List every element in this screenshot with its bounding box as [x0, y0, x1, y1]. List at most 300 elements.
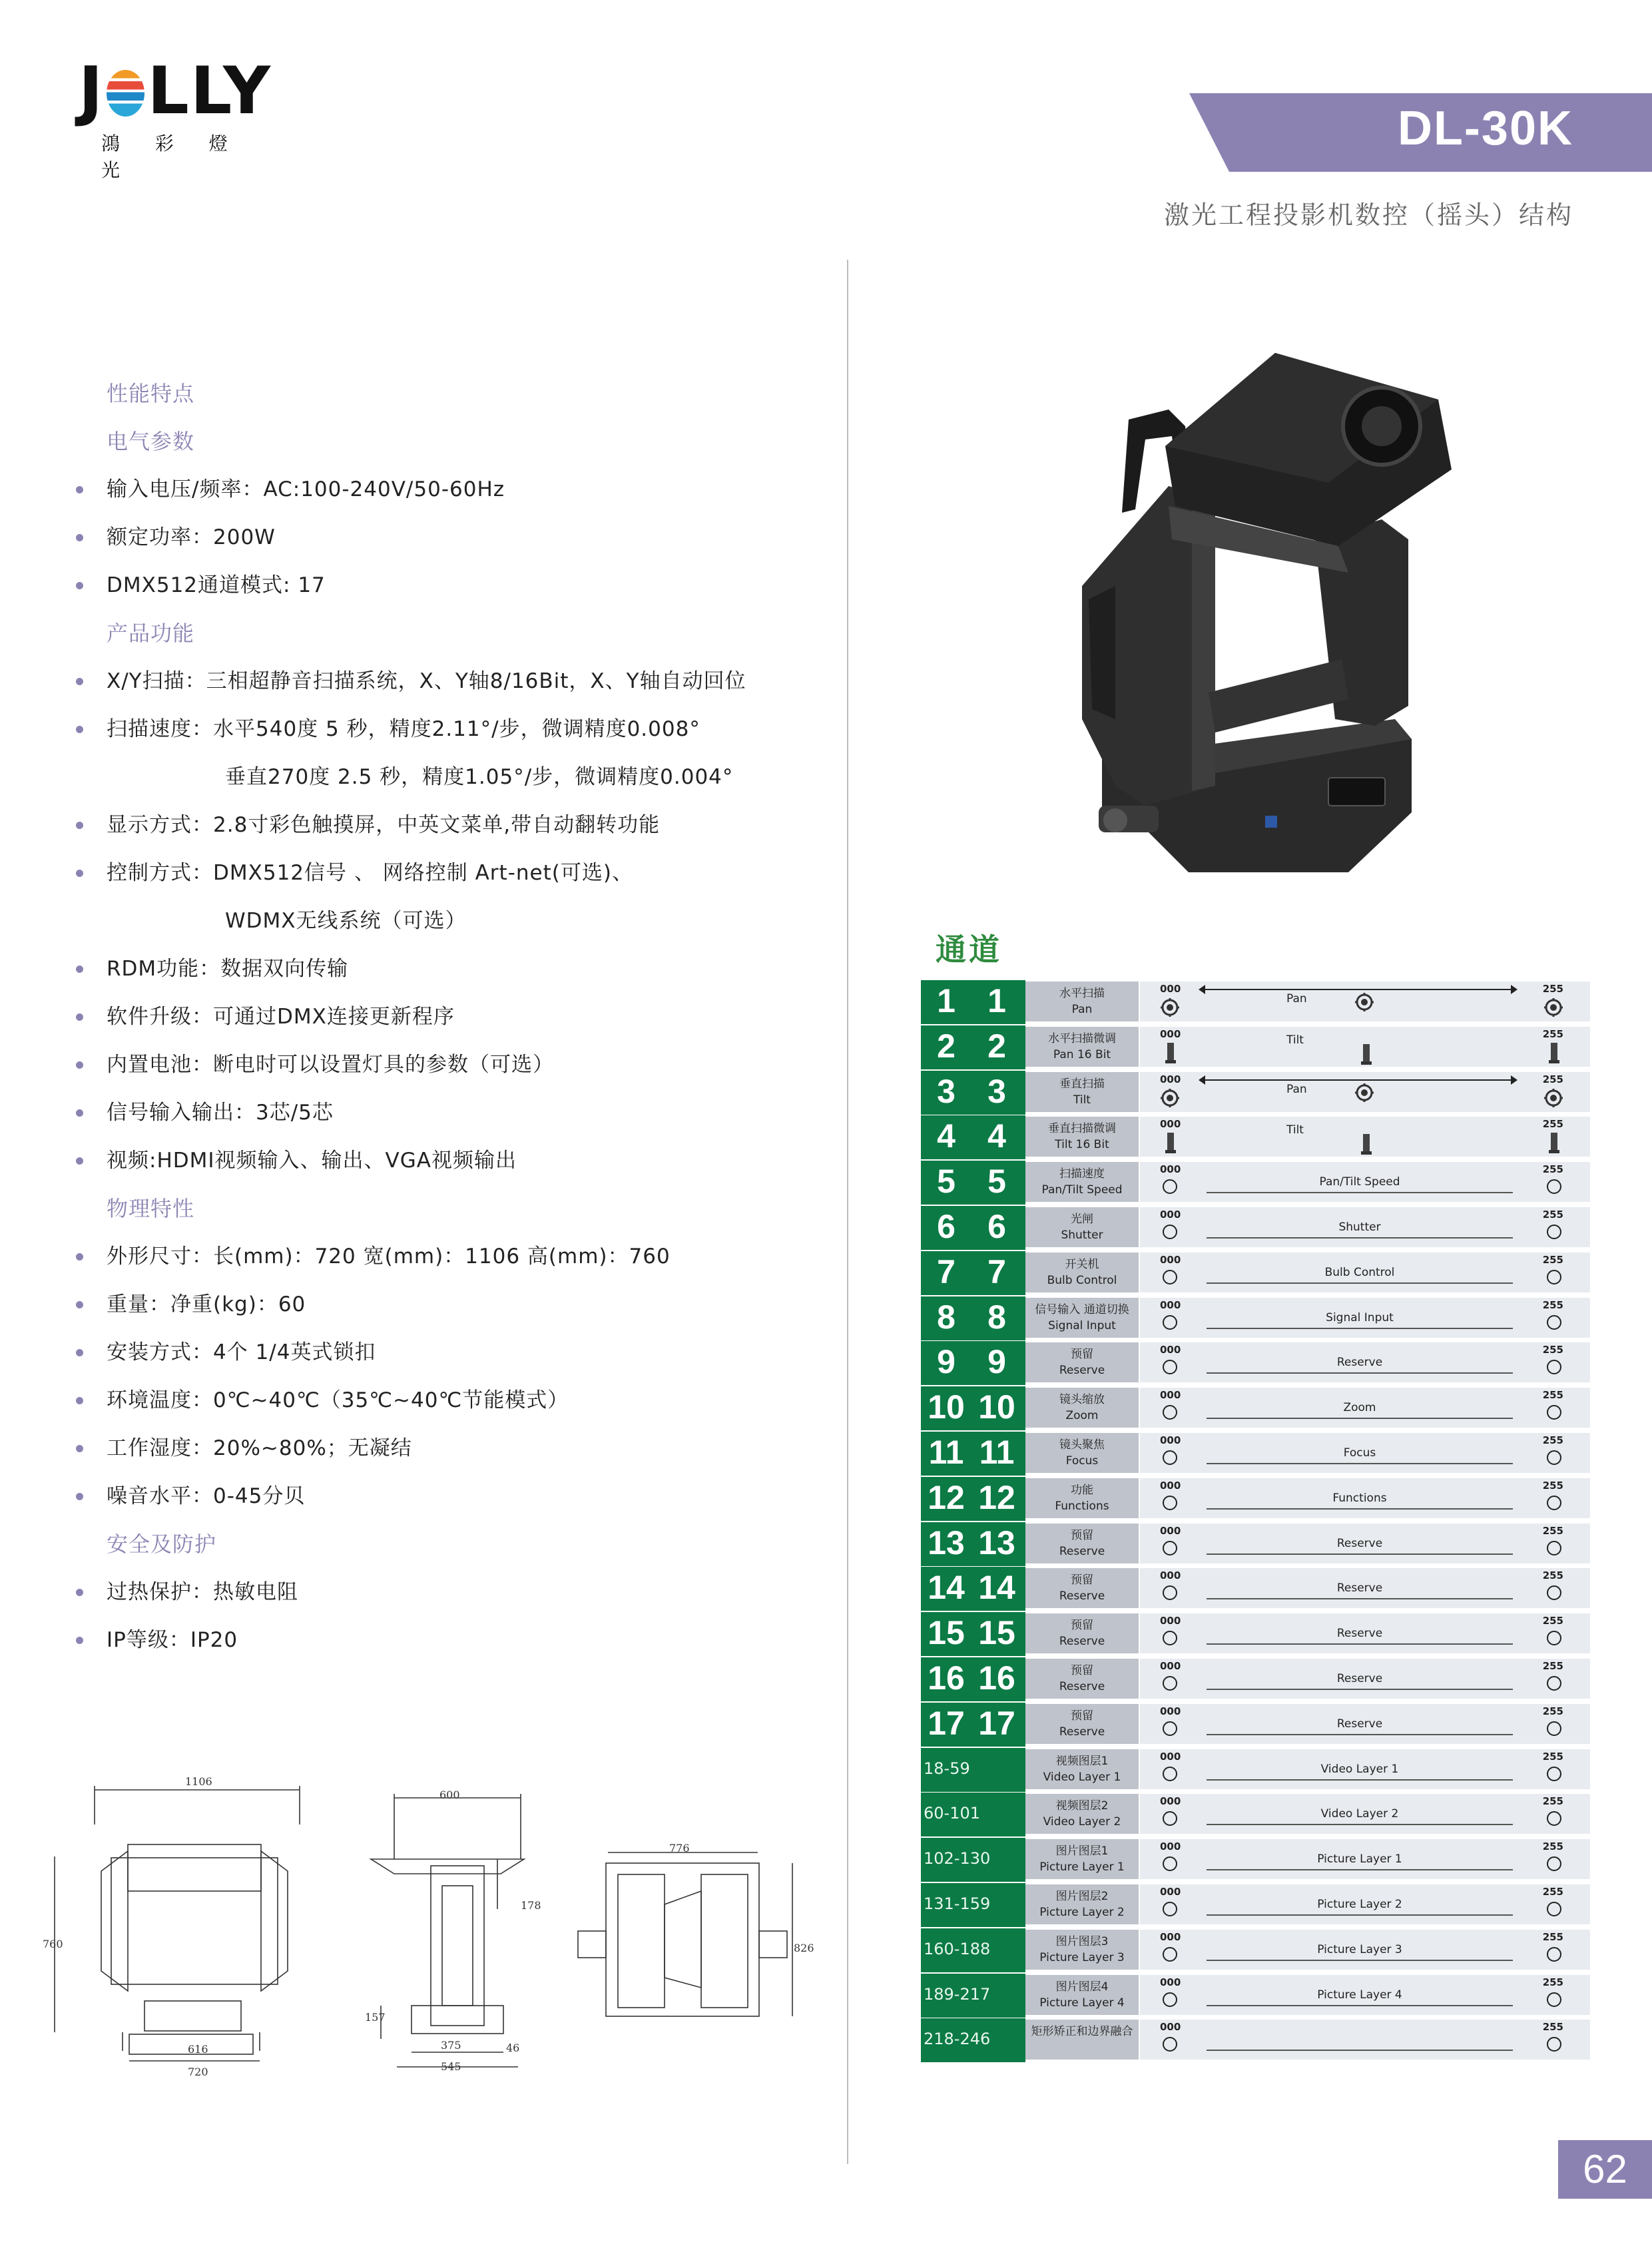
range-end-circle [1547, 1270, 1561, 1284]
function-en: Tilt 16 Bit [1055, 1138, 1109, 1152]
channel-number [921, 1071, 1025, 1115]
dmx-min-value: 000 [1160, 1118, 1181, 1131]
tilt-icon [1360, 1133, 1373, 1155]
product-subtitle: 激光工程投影机数控（摇头）结构 [1163, 200, 1573, 230]
range-label: Reserve [1336, 1717, 1383, 1731]
channel-row [921, 1206, 1590, 1247]
channel-range: 160-188 [924, 1939, 991, 1958]
range-end-circle [1547, 2037, 1561, 2052]
range-end-circle [1547, 1992, 1561, 2007]
function-en: Tilt [1073, 1093, 1091, 1107]
channel-number [921, 1206, 1025, 1250]
range-bar [1207, 1237, 1513, 1239]
dmx-min-value: 000 [1160, 1163, 1181, 1176]
range-bar [1207, 1824, 1513, 1825]
channel-function [1025, 1794, 1139, 1834]
dmx-min-value: 000 [1160, 1840, 1181, 1853]
spec-item: 垂直270度 2.5 秒，精度1.05°/步，微调精度0.004° [225, 765, 734, 789]
channel-function [1025, 1930, 1139, 1970]
range-label: Reserve [1336, 1581, 1383, 1595]
channel-function [1025, 1162, 1139, 1202]
channel-function [1025, 1388, 1139, 1428]
pan-end-icon [1542, 1087, 1565, 1111]
range-bar [1207, 1282, 1513, 1284]
top-width-label: 776 [669, 1842, 690, 1854]
channel-number [921, 1341, 1025, 1385]
dmx-range [1140, 1433, 1590, 1473]
channel-row [921, 1567, 1590, 1608]
channel-number-a: 10 [928, 1388, 965, 1426]
dmx-min-value: 000 [1160, 1660, 1181, 1672]
channel-number [921, 1115, 1025, 1159]
spec-item: IP等级：IP20 [75, 1616, 827, 1664]
range-label: Picture Layer 4 [1317, 1988, 1402, 2002]
function-cn: 预留 [1071, 1619, 1093, 1633]
front-height-label: 760 [43, 1938, 63, 1950]
side-depth-label-545: 545 [441, 2060, 461, 2073]
channel-number-a: 6 [937, 1208, 956, 1245]
dmx-min-value: 000 [1160, 1027, 1181, 1040]
channel-row [921, 1703, 1590, 1744]
channel-number [921, 1251, 1025, 1295]
front-width-label: 1106 [185, 1775, 212, 1788]
dmx-max-value: 255 [1542, 1795, 1563, 1808]
channel-row [921, 1161, 1590, 1202]
range-end-circle [1547, 1767, 1561, 1781]
range-start-circle [1163, 1179, 1177, 1194]
range-end-circle [1547, 1947, 1561, 1962]
channel-row [921, 1341, 1590, 1382]
channel-function [1025, 1478, 1139, 1518]
channel-number-a: 8 [937, 1298, 956, 1336]
tilt-end-icon [1547, 1041, 1561, 1065]
channel-number-a: 5 [937, 1163, 956, 1201]
function-cn: 信号输入 通道切换 [1035, 1302, 1129, 1316]
dmx-range [1140, 1207, 1590, 1247]
channel-row [921, 1522, 1590, 1563]
range-label: Reserve [1336, 1536, 1383, 1550]
dmx-min-value: 000 [1160, 1524, 1181, 1537]
channel-function [1025, 1659, 1139, 1699]
spec-item: 噪音水平：0-45分贝 [75, 1472, 827, 1520]
channel-number [921, 980, 1025, 1024]
spec-item: 过热保护：热敏电阻 [75, 1568, 827, 1616]
channel-function [1025, 1433, 1139, 1473]
spec-section-heading: 产品功能 [107, 621, 195, 646]
channel-row [921, 2018, 1590, 2060]
range-arrow [1200, 989, 1516, 990]
channel-number-a: 9 [937, 1343, 956, 1381]
channel-number-a: 2 [937, 1027, 956, 1065]
channel-function [1025, 1342, 1139, 1382]
function-en: Pan/Tilt Speed [1041, 1183, 1123, 1197]
dmx-min-value: 000 [1160, 1569, 1181, 1582]
dmx-range [1140, 1884, 1590, 1924]
range-start-circle [1163, 1496, 1177, 1510]
pan-icon [1353, 1081, 1376, 1104]
channel-number-a: 4 [937, 1117, 956, 1155]
channel-number-b: 1 [987, 982, 1006, 1019]
channel-number [921, 1974, 1025, 2018]
range-end-circle [1547, 1225, 1561, 1239]
dmx-range [1140, 1794, 1590, 1834]
dmx-range [1140, 1027, 1590, 1067]
channel-table [921, 980, 1590, 2064]
dmx-max-value: 255 [1542, 983, 1563, 995]
spec-section-heading: 电气参数 [107, 429, 195, 454]
function-cn: 视频图层1 [1055, 1754, 1109, 1768]
range-bar [1207, 1463, 1513, 1464]
spec-item: 安装方式：4个 1/4英式锁扣 [75, 1328, 827, 1376]
range-bar [1207, 1418, 1513, 1419]
function-en: Focus [1065, 1454, 1099, 1468]
channel-number [921, 1477, 1025, 1521]
spec-list [75, 370, 827, 1664]
channel-number [921, 1161, 1025, 1205]
range-start-circle [1163, 1270, 1177, 1284]
range-bar [1207, 1192, 1513, 1193]
front-view-drawing [48, 1771, 308, 2084]
channel-function [1025, 1027, 1139, 1067]
range-label: Functions [1332, 1491, 1387, 1505]
spec-item: 输入电压/频率：AC:100-240V/50-60Hz [75, 465, 827, 513]
channel-number-a: 3 [937, 1072, 956, 1110]
dmx-max-value: 255 [1542, 1209, 1563, 1221]
function-cn: 功能 [1071, 1483, 1093, 1497]
range-end-circle [1547, 1450, 1561, 1465]
channel-number-b: 5 [987, 1163, 1006, 1201]
dmx-max-value: 255 [1542, 1389, 1563, 1402]
channel-number-b: 7 [987, 1253, 1006, 1290]
dmx-range [1140, 1342, 1590, 1382]
function-en: Picture Layer 1 [1039, 1860, 1125, 1874]
channel-function [1025, 1253, 1139, 1292]
top-depth-label: 826 [794, 1942, 814, 1954]
function-en: Functions [1055, 1499, 1109, 1513]
range-start-circle [1163, 1225, 1177, 1239]
range-start-circle [1163, 1450, 1177, 1465]
dmx-min-value: 000 [1160, 1886, 1181, 1898]
side-width-label: 600 [439, 1789, 460, 1801]
dmx-min-value: 000 [1160, 1209, 1181, 1221]
range-start-circle [1163, 1856, 1177, 1871]
channel-range: 102-130 [924, 1849, 991, 1868]
dmx-max-value: 255 [1542, 1298, 1563, 1311]
range-start-circle [1163, 1360, 1177, 1374]
channel-function [1025, 1524, 1139, 1563]
tilt-icon [1360, 1043, 1373, 1065]
spec-item: 外形尺寸：长(mm)：720 宽(mm)：1106 高(mm)：760 [75, 1233, 827, 1280]
range-label: Video Layer 2 [1320, 1807, 1399, 1821]
dmx-range [1140, 1388, 1590, 1428]
logo-letter-j: J [79, 53, 105, 129]
function-cn: 预留 [1071, 1664, 1093, 1677]
channel-number [921, 1386, 1025, 1430]
dmx-max-value: 255 [1542, 1073, 1563, 1085]
product-photo [1035, 346, 1475, 872]
function-cn: 图片图层2 [1055, 1890, 1109, 1903]
function-cn: 矩形矫正和边界融合 [1031, 2025, 1133, 2039]
tilt-start-icon [1164, 1041, 1177, 1065]
channel-number-b: 10 [978, 1388, 1015, 1426]
range-start-circle [1163, 1585, 1177, 1600]
range-label: Focus [1343, 1446, 1376, 1460]
channel-function [1025, 1613, 1139, 1653]
dmx-max-value: 255 [1542, 1615, 1563, 1627]
channel-row [921, 1838, 1590, 1879]
function-en: Shutter [1061, 1229, 1103, 1242]
channel-number-b: 8 [987, 1298, 1006, 1336]
range-end-circle [1547, 1721, 1561, 1736]
channel-number-b: 17 [978, 1704, 1015, 1742]
dmx-max-value: 255 [1542, 1750, 1563, 1763]
channel-function [1025, 1207, 1139, 1247]
channel-range: 218-246 [924, 2030, 991, 2049]
channel-function [1025, 1117, 1139, 1157]
function-cn: 预留 [1071, 1709, 1093, 1723]
dmx-min-value: 000 [1160, 1298, 1181, 1311]
function-en: Reserve [1059, 1680, 1105, 1693]
channel-number [921, 1025, 1025, 1069]
channel-number-b: 11 [979, 1434, 1015, 1471]
function-en: Reserve [1059, 1544, 1105, 1558]
logo-letters-lly: LLY [147, 53, 272, 129]
channel-function [1025, 1884, 1139, 1924]
range-start-circle [1163, 1992, 1177, 2007]
channel-row [921, 1748, 1590, 1789]
dmx-range [1140, 1613, 1590, 1653]
range-bar [1207, 1914, 1513, 1916]
function-cn: 预留 [1071, 1528, 1093, 1542]
channel-function [1025, 1072, 1139, 1112]
front-depth-label-720: 720 [188, 2066, 208, 2078]
range-label: Picture Layer 1 [1317, 1852, 1402, 1866]
channel-number-a: 16 [928, 1659, 965, 1697]
function-cn: 图片图层3 [1055, 1934, 1109, 1948]
spec-item: 内置电池：断电时可以设置灯具的参数（可选） [75, 1041, 827, 1089]
range-end-circle [1547, 1902, 1561, 1916]
dmx-min-value: 000 [1160, 1750, 1181, 1763]
range-label: Video Layer 1 [1320, 1762, 1399, 1776]
channel-number-b: 9 [987, 1343, 1006, 1381]
channel-number [921, 1793, 1025, 1836]
function-cn: 预留 [1071, 1573, 1093, 1587]
channel-number-b: 12 [978, 1478, 1015, 1516]
dmx-max-value: 255 [1542, 1976, 1563, 1988]
side-foot-label: 46 [506, 2042, 520, 2054]
spec-item: 扫描速度：水平540度 5 秒，精度2.11°/步，微调精度0.008° [75, 705, 827, 753]
function-en: Video Layer 2 [1043, 1815, 1121, 1829]
channel-row [921, 1251, 1590, 1292]
dmx-range [1140, 1253, 1590, 1292]
range-end-circle [1547, 1856, 1561, 1871]
range-bar [1207, 2050, 1513, 2051]
channel-table-title: 通道 [936, 932, 1002, 968]
channel-number [921, 1567, 1025, 1611]
dmx-max-value: 255 [1542, 1479, 1563, 1492]
page-number: 62 [1558, 2140, 1652, 2199]
range-label: Reserve [1336, 1672, 1383, 1685]
logo-subtitle: 鴻 彩 燈 光 [101, 133, 242, 181]
pan-icon [1353, 991, 1376, 1013]
dmx-range [1140, 1478, 1590, 1518]
channel-row [921, 1883, 1590, 1924]
dmx-min-value: 000 [1160, 2021, 1181, 2034]
range-bar [1207, 1779, 1513, 1781]
function-cn: 垂直扫描微调 [1048, 1122, 1116, 1136]
range-end-circle [1547, 1179, 1561, 1194]
side-base-height-label: 157 [365, 2011, 386, 2024]
dmx-range [1140, 1749, 1590, 1789]
dmx-range [1140, 981, 1590, 1021]
channel-number-a: 1 [937, 982, 956, 1019]
dmx-range [1140, 1072, 1590, 1112]
range-label: Picture Layer 2 [1317, 1898, 1402, 1911]
column-divider [847, 260, 848, 2164]
dmx-range [1140, 1117, 1590, 1157]
function-cn: 水平扫描 [1059, 987, 1105, 1000]
channel-range: 189-217 [924, 1984, 991, 2004]
range-bar [1207, 1598, 1513, 1599]
channel-row [921, 1974, 1590, 2015]
channel-number [921, 1296, 1025, 1340]
range-start-circle [1163, 1676, 1177, 1691]
channel-row [921, 1928, 1590, 1970]
channel-row [921, 1612, 1590, 1653]
top-view-drawing [571, 1844, 798, 2038]
channel-row [921, 1793, 1590, 1834]
range-end-circle [1547, 1631, 1561, 1645]
range-label: Pan [1286, 1082, 1307, 1096]
dmx-max-value: 255 [1542, 1886, 1563, 1898]
logo-wordmark [79, 53, 272, 129]
channel-row [921, 1477, 1590, 1518]
range-label: Pan/Tilt Speed [1319, 1175, 1400, 1189]
dmx-min-value: 000 [1160, 1073, 1181, 1085]
dmx-min-value: 000 [1160, 1976, 1181, 1988]
dmx-min-value: 000 [1160, 1389, 1181, 1402]
function-en: Reserve [1059, 1589, 1105, 1603]
range-end-circle [1547, 1811, 1561, 1826]
range-label: Shutter [1338, 1221, 1381, 1234]
channel-row [921, 1296, 1590, 1338]
range-start-circle [1163, 1315, 1177, 1330]
channel-function [1025, 1568, 1139, 1608]
dmx-max-value: 255 [1542, 1840, 1563, 1853]
dmx-min-value: 000 [1160, 1479, 1181, 1492]
side-depth-label-375: 375 [441, 2039, 461, 2052]
spec-section-heading: 安全及防护 [107, 1532, 217, 1557]
function-cn: 图片图层4 [1055, 1980, 1109, 1994]
dmx-range [1140, 1930, 1590, 1970]
dmx-min-value: 000 [1160, 1615, 1181, 1627]
function-cn: 镜头聚焦 [1059, 1438, 1105, 1452]
spec-item: WDMX无线系统（可选） [225, 909, 467, 933]
spec-item: 软件升级：可通过DMX连接更新程序 [75, 993, 827, 1041]
function-cn: 光闸 [1071, 1213, 1093, 1226]
range-end-circle [1547, 1315, 1561, 1330]
tilt-end-icon [1547, 1131, 1561, 1155]
side-view-drawing [368, 1786, 527, 2079]
range-bar [1207, 1372, 1513, 1374]
dmx-range [1140, 1162, 1590, 1202]
range-label: Reserve [1336, 1627, 1383, 1641]
spec-item: 环境温度：0℃~40℃（35℃~40℃节能模式） [75, 1376, 827, 1424]
dmx-min-value: 000 [1160, 1795, 1181, 1808]
function-cn: 镜头缩放 [1059, 1393, 1105, 1407]
channel-number-b: 4 [987, 1117, 1006, 1155]
front-depth-label-616: 616 [188, 2043, 208, 2056]
tilt-start-icon [1164, 1131, 1177, 1155]
dmx-range [1140, 2020, 1590, 2060]
dmx-max-value: 255 [1542, 2021, 1563, 2034]
dmx-max-value: 255 [1542, 1434, 1563, 1446]
channel-function [1025, 1749, 1139, 1789]
spec-item: 重量：净重(kg)：60 [75, 1280, 827, 1328]
range-bar [1207, 1328, 1513, 1329]
range-end-circle [1547, 1405, 1561, 1420]
dmx-min-value: 000 [1160, 1434, 1181, 1446]
range-end-circle [1547, 1496, 1561, 1510]
dmx-max-value: 255 [1542, 1569, 1563, 1582]
function-cn: 垂直扫描 [1059, 1077, 1105, 1091]
function-en: Reserve [1059, 1725, 1105, 1739]
channel-function [1025, 1704, 1139, 1744]
range-label: Reserve [1336, 1356, 1383, 1370]
channel-number-a: 17 [928, 1704, 965, 1742]
channel-function [1025, 1298, 1139, 1338]
function-cn: 视频图层2 [1055, 1799, 1109, 1813]
spec-item: 控制方式：DMX512信号 、 网络控制 Art-net(可选)、 [75, 849, 827, 897]
function-cn: 预留 [1071, 1348, 1093, 1362]
channel-function [1025, 2020, 1139, 2060]
channel-number [921, 1883, 1025, 1927]
dmx-max-value: 255 [1542, 1930, 1563, 1943]
dmx-min-value: 000 [1160, 1253, 1181, 1266]
range-label: Pan [1286, 992, 1307, 1005]
range-end-circle [1547, 1676, 1561, 1691]
range-start-circle [1163, 1631, 1177, 1645]
function-en: Pan 16 Bit [1053, 1047, 1111, 1061]
channel-number [921, 1928, 1025, 1972]
range-bar [1207, 1553, 1513, 1555]
spec-item: DMX512通道模式: 17 [75, 561, 827, 609]
pan-start-icon [1159, 996, 1181, 1020]
channel-number-b: 15 [978, 1614, 1015, 1652]
range-bar [1207, 1734, 1513, 1735]
dmx-max-value: 255 [1542, 1524, 1563, 1537]
channel-row [921, 1071, 1590, 1112]
range-label: Zoom [1343, 1401, 1376, 1415]
dmx-range [1140, 1839, 1590, 1879]
channel-number [921, 2018, 1025, 2062]
channel-number-b: 6 [987, 1208, 1006, 1245]
dmx-max-value: 255 [1542, 1163, 1563, 1176]
function-en: Video Layer 1 [1043, 1770, 1121, 1784]
channel-row [921, 1386, 1590, 1428]
channel-number-b: 16 [978, 1659, 1015, 1697]
range-start-circle [1163, 1541, 1177, 1555]
spec-item: X/Y扫描：三相超静音扫描系统，X、Y轴8/16Bit，X、Y轴自动回位 [75, 657, 827, 705]
channel-number [921, 1657, 1025, 1701]
dmx-range [1140, 1975, 1590, 2015]
spec-section-heading: 物理特性 [107, 1196, 195, 1221]
function-en: Pan [1071, 1003, 1093, 1016]
channel-function [1025, 1839, 1139, 1879]
channel-number-a: 14 [928, 1569, 965, 1607]
channel-function [1025, 981, 1139, 1021]
dmx-min-value: 000 [1160, 1705, 1181, 1717]
